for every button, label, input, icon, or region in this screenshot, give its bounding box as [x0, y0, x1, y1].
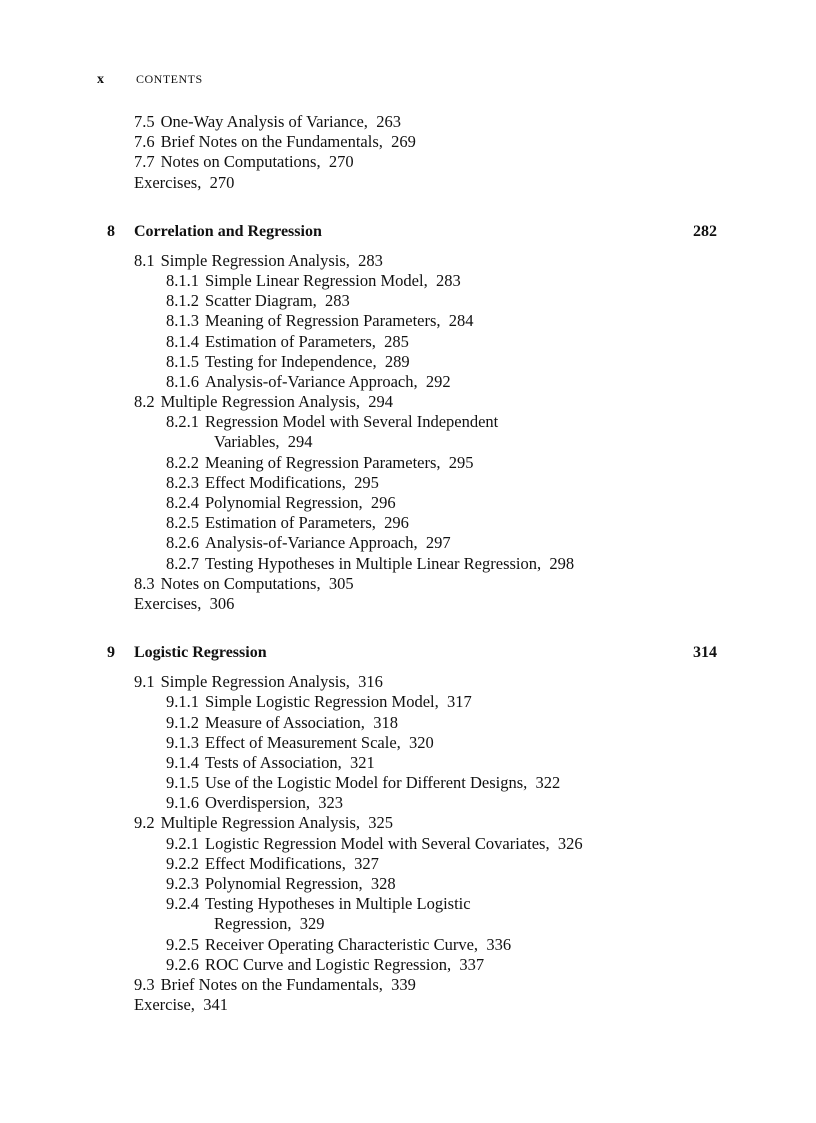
running-title: CONTENTS: [136, 72, 203, 86]
toc-entry-8-exercises[interactable]: Exercises, 306: [134, 593, 235, 613]
chapter-title: Correlation and Regression: [134, 222, 322, 240]
toc-entry-8-1-4[interactable]: 8.1.4 Estimation of Parameters, 285: [166, 331, 409, 351]
toc-entry-9-1-4[interactable]: 9.1.4 Tests of Association, 321: [166, 752, 375, 772]
table-of-contents: [0, 112, 816, 1015]
chapter-page: 282: [693, 222, 717, 240]
toc-entry-8-2-1[interactable]: 8.2.1 Regression Model with Several Independent: [166, 412, 499, 432]
toc-entry-8-1-5[interactable]: 8.1.5 Testing for Independence, 289: [166, 351, 410, 371]
toc-entry-8-2-6[interactable]: 8.2.6 Analysis-of-Variance Approach, 297: [166, 533, 451, 553]
toc-entry-9-1-1[interactable]: 9.1.1 Simple Logistic Regression Model, 317: [166, 692, 472, 712]
toc-entry-8-2-2[interactable]: 8.2.2 Meaning of Regression Parameters, 295: [166, 452, 474, 472]
toc-entry-7-6[interactable]: 7.6 Brief Notes on the Fundamentals, 269: [134, 132, 416, 152]
chapter-page: 314: [693, 644, 717, 662]
toc-entry-8-1-2[interactable]: 8.1.2 Scatter Diagram, 283: [166, 291, 350, 311]
toc-entry-9-exercise[interactable]: Exercise, 341: [134, 995, 228, 1015]
toc-entry-8-2-7[interactable]: 8.2.7 Testing Hypotheses in Multiple Linear Regression, 298: [166, 553, 575, 573]
toc-entry-8-1-6[interactable]: 8.1.6 Analysis-of-Variance Approach, 292: [166, 371, 451, 391]
chapter-heading-9[interactable]: [0, 642, 816, 664]
chapter-number: 8: [107, 222, 115, 240]
chapter-number: 9: [107, 644, 115, 662]
toc-entry-9-1-6[interactable]: 9.1.6 Overdispersion, 323: [166, 793, 343, 813]
toc-entry-7-exercises[interactable]: Exercises, 270: [134, 172, 235, 192]
toc-entry-8-2[interactable]: 8.2 Multiple Regression Analysis, 294: [134, 392, 393, 412]
chapter-title: Logistic Regression: [134, 644, 267, 662]
chapter-heading-8[interactable]: [0, 221, 816, 243]
toc-entry-9-2-4-continued[interactable]: Regression, 329: [214, 914, 325, 934]
toc-entry-9-1-2[interactable]: 9.1.2 Measure of Association, 318: [166, 712, 398, 732]
toc-entry-9-2-6[interactable]: 9.2.6 ROC Curve and Logistic Regression, 337: [166, 954, 485, 974]
toc-entry-8-2-5[interactable]: 8.2.5 Estimation of Parameters, 296: [166, 513, 409, 533]
toc-entry-8-2-3[interactable]: 8.2.3 Effect Modifications, 295: [166, 472, 379, 492]
toc-entry-7-7[interactable]: 7.7 Notes on Computations, 270: [134, 152, 354, 172]
toc-entry-9-2-1[interactable]: 9.2.1 Logistic Regression Model with Several Covariates, 326: [166, 833, 583, 853]
toc-entry-9-1-5[interactable]: 9.1.5 Use of the Logistic Model for Different Designs, 322: [166, 773, 561, 793]
page-folio: x: [97, 72, 105, 87]
toc-entry-8-1[interactable]: 8.1 Simple Regression Analysis, 283: [134, 250, 383, 270]
toc-entry-9-1-3[interactable]: 9.1.3 Effect of Measurement Scale, 320: [166, 732, 434, 752]
toc-entry-9-3[interactable]: 9.3 Brief Notes on the Fundamentals, 339: [134, 974, 416, 994]
toc-entry-9-1[interactable]: 9.1 Simple Regression Analysis, 316: [134, 672, 383, 692]
toc-entry-9-2-2[interactable]: 9.2.2 Effect Modifications, 327: [166, 853, 379, 873]
toc-entry-7-5[interactable]: 7.5 One-Way Analysis of Variance, 263: [134, 112, 401, 131]
toc-entry-8-2-1-continued[interactable]: Variables, 294: [214, 432, 313, 452]
toc-entry-8-3[interactable]: 8.3 Notes on Computations, 305: [134, 573, 354, 593]
toc-entry-9-2-5[interactable]: 9.2.5 Receiver Operating Characteristic Curve, 336: [166, 934, 512, 954]
running-header: [97, 72, 203, 88]
toc-entry-9-2-4[interactable]: 9.2.4 Testing Hypotheses in Multiple Logistic: [166, 894, 471, 914]
toc-entry-9-2-3[interactable]: 9.2.3 Polynomial Regression, 328: [166, 874, 396, 893]
toc-entry-8-1-3[interactable]: 8.1.3 Meaning of Regression Parameters, 284: [166, 311, 474, 331]
toc-entry-8-1-1[interactable]: 8.1.1 Simple Linear Regression Model, 283: [166, 270, 461, 290]
toc-entry-8-2-4[interactable]: 8.2.4 Polynomial Regression, 296: [166, 493, 396, 512]
toc-entry-9-2[interactable]: 9.2 Multiple Regression Analysis, 325: [134, 813, 393, 833]
